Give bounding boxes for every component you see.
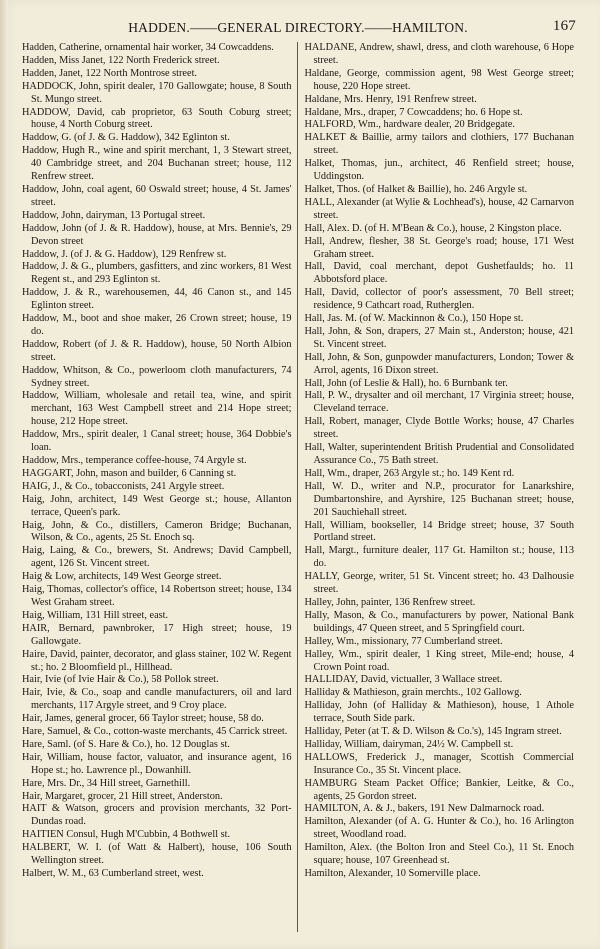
directory-entry: HAIR, Bernard, pawnbroker, 17 High street; house, 19 Gallowgate. [22,622,292,647]
directory-entry: Halbert, W. M., 63 Cumberland street, west. [22,868,204,879]
directory-entry: Haig, Laing, & Co., brewers, St. Andrews; David Campbell, agent, 126 St. Vincent street. [22,545,292,570]
directory-entry: Hamilton, Alex. (the Bolton Iron and Steel Co.), 11 St. Enoch square; house, 107 Greenhead st. [304,842,574,867]
directory-entry: HAITIEN Consul, Hugh M'Cubbin, 4 Bothwell st. [22,829,231,841]
left-column [20,42,294,932]
directory-entry: Halket, Thos. (of Halket & Baillie), ho. 246 Argyle st. [304,183,528,195]
directory-entry: Hall, Jas. M. (of W. Mackinnon & Co.), 150 Hope st. [304,313,524,325]
directory-entry: Hall, David, coal merchant, depot Gushetfaulds; ho. 11 Abbotsford place. [304,261,574,286]
directory-entry: Hall, Wm., draper, 263 Argyle st.; ho. 149 Kent rd. [304,467,515,479]
directory-entry: Hall, W. D., writer and N.P., procurator for Lanarkshire, Dumbartonshire, and Ayrshire, 125 Buchanan street; house, 201 Sauchiehall street. [304,480,574,518]
directory-entry: Haddow, Robert (of J. & R. Haddow), house, 50 North Albion street. [22,338,292,363]
directory-entry: Haddow, G. (of J. & G. Haddow), 342 Eglinton st. [22,132,230,144]
directory-entry: Halley, John, painter, 136 Renfrew street. [304,596,476,608]
directory-entry: Hair, James, general grocer, 66 Taylor street; house, 58 do. [22,713,264,725]
directory-entry: Hall, David, collector of poor's assessment, 70 Bell street; residence, 9 Cathcart road, Rutherglen. [304,287,574,312]
directory-entry: Hall, John, & Son, gunpowder manufacturers, London; Tower & Arrol, agents, 16 Dixon street. [304,351,574,376]
directory-entry: Haddow, John, dairyman, 13 Portugal street. [22,209,206,221]
directory-entry: Haddow, John (of J. & R. Haddow), house, at Mrs. Bennie's, 29 Devon street [22,222,292,247]
directory-entry: Hair, William, house factor, valuator, and insurance agent, 16 Hope st.; ho. Lawrence pl., Dowanhill. [22,751,292,776]
directory-entry: Haig, William, 131 Hill street, east. [22,609,169,621]
directory-entry: Haig, Thomas, collector's office, 14 Robertson street; house, 134 West Graham street. [22,584,292,608]
directory-entry: Haddow, J. & R., warehousemen, 44, 46 Canon st., and 145 Eglinton street. [22,287,292,312]
directory-entry: Halket, Thomas, jun., architect, 46 Renfield street; house, Uddingston. [304,158,574,183]
page-number: 167 [552,18,576,34]
directory-entry: Hall, Alex. D. (of H. M'Bean & Co.), house, 2 Kingston place. [304,222,562,234]
directory-entry: Haddow, Mrs., spirit dealer, 1 Canal street; house, 364 Dobbie's loan. [22,429,292,454]
directory-columns [20,42,576,932]
directory-entry: HADDOW, David, cab proprietor, 63 South Coburg street; house, 4 North Coburg street. [22,106,292,131]
directory-entry: Hally, Mason, & Co., manufacturers by power, National Bank buildings, 47 Queen street, and 5 Springfield court. [304,609,574,634]
directory-entry: HALKET & Baillie, army tailors and clothiers, 177 Buchanan street. [304,132,574,157]
directory-entry: HALFORD, Wm., hardware dealer, 20 Bridgegate. [304,119,515,131]
running-title: HADDEN.——GENERAL DIRECTORY.——HAMILTON. [128,20,468,35]
page-header [20,18,576,40]
directory-entry: Hair, Margaret, grocer, 21 Hill street, Anderston. [22,790,223,802]
directory-entry: Hamilton, Alexander (of A. G. Hunter & Co.), ho. 16 Arlington street, Woodland road. [304,816,574,841]
directory-entry: Halliday, John (of Halliday & Mathieson), house, 1 Athole terrace, South Side park. [304,700,574,725]
directory-entry: Hall, John, & Son, drapers, 27 Main st., Anderston; house, 421 St. Vincent street. [304,325,574,350]
directory-entry: Hair, Ivie, & Co., soap and candle manufacturers, oil and lard merchants, 117 Argyle street, and 9 Croy place. [22,687,292,712]
directory-entry: Haddow, Mrs., temperance coffee-house, 74 Argyle st. [22,455,247,466]
directory-entry: HALLY, George, writer, 51 St. Vincent street; ho. 43 Dalhousie street. [304,571,574,596]
directory-entry: Haire, David, painter, decorator, and glass stainer, 102 W. Regent st.; ho. 2 Bloomfield pl., Hillhead. [22,648,292,673]
directory-entry: Haddow, Hugh R., wine and spirit merchant, 1, 3 Stewart street, 40 Cambridge street, and 204 Buchanan street; house, 112 Renfrew street. [22,145,292,183]
directory-entry: Hare, Saml. (of S. Hare & Co.), ho. 12 Douglas st. [22,738,230,750]
directory-entry: Halliday & Mathieson, grain merchts., 102 Gallowg. [304,687,522,699]
directory-entry: Hall, Robert, manager, Clyde Bottle Works; house, 47 Charles street. [304,416,574,441]
directory-entry: Hair, Ivie (of Ivie Hair & Co.), 58 Pollok street. [22,674,219,686]
directory-entry: Haddow, M., boot and shoe maker, 26 Crown street; house, 19 do. [22,313,292,337]
directory-entry: Haddow, John, coal agent, 60 Oswald street; house, 4 St. James' street. [22,183,292,208]
directory-entry: Hadden, Miss Janet, 122 North Frederick street. [22,54,220,66]
directory-entry: Hare, Samuel, & Co., cotton-waste merchants, 45 Carrick street. [22,726,288,738]
directory-entry: Haig, John, & Co., distillers, Cameron Bridge; Buchanan, Wilson, & Co., agents, 25 St. Enoch sq. [22,519,292,544]
directory-entry: Hadden, Catherine, ornamental hair worker, 34 Cowcaddens. [22,42,274,53]
directory-entry: HALL, Alexander (at Wylie & Lochhead's), house, 42 Carnarvon street. [304,196,574,221]
directory-entry: HAMBURG Steam Packet Office; Bankier, Leitke, & Co., agents, 25 Gordon street. [304,777,574,802]
directory-entry: Haddow, Whitson, & Co., powerloom cloth manufacturers, 74 Sydney street. [22,364,292,389]
column-divider [297,42,298,932]
directory-entry: Hall, P. W., drysalter and oil merchant, 17 Virginia street; house, Cleveland terrace. [304,390,574,415]
directory-entry: Hamilton, Alexander, 10 Somerville place. [304,868,481,879]
directory-entry: Halley, Wm., missionary, 77 Cumberland street. [304,635,503,647]
directory-entry: Hall, John (of Leslie & Hall), ho. 6 Burnbank ter. [304,377,508,389]
directory-entry: HAIG, J., & Co., tobacconists, 241 Argyle street. [22,480,225,492]
directory-entry: Halliday, William, dairyman, 24½ W. Campbell st. [304,738,514,750]
directory-entry: Hall, Andrew, flesher, 38 St. George's road; house, 171 West Graham street. [304,235,574,260]
directory-entry: Hall, Walter, superintendent British Prudential and Consolidated Assurance Co., 75 Bath street. [304,442,574,466]
directory-entry: Halliday, Peter (at T. & D. Wilson & Co.'s), 145 Ingram street. [304,726,562,738]
directory-entry: HAIT & Watson, grocers and provision merchants, 32 Port-Dundas road. [22,803,292,828]
directory-entry: Haig, John, architect, 149 West George st.; house, Allanton terrace, Queen's park. [22,493,292,518]
directory-entry: HAGGART, John, mason and builder, 6 Canning st. [22,467,237,479]
binding-gutter [0,0,8,949]
directory-entry: Hadden, Janet, 122 North Montrose street. [22,67,198,79]
directory-entry: Hare, Mrs. Dr., 34 Hill street, Garnethill. [22,777,191,789]
directory-entry: Hall, Margt., furniture dealer, 117 Gt. Hamilton st.; house, 113 do. [304,545,574,570]
directory-entry: Haldane, Mrs. Henry, 191 Renfrew street. [304,93,477,105]
directory-entry: HALDANE, Andrew, shawl, dress, and cloth warehouse, 6 Hope street. [304,42,574,66]
directory-entry: HALLOWS, Frederick J., manager, Scottish Commercial Insurance Co., 35 St. Vincent place. [304,751,574,776]
directory-entry: Haldane, Mrs., draper, 7 Cowcaddens; ho. 6 Hope st. [304,106,523,118]
directory-entry: Haddow, William, wholesale and retail tea, wine, and spirit merchant, 163 West Campbell street and 214 Hope street; house, 212 Hope street. [22,390,292,428]
directory-entry: Hall, William, bookseller, 14 Bridge street; house, 37 South Portland street. [304,519,574,544]
right-column [301,42,577,932]
directory-entry: Haddow, J. (of J. & G. Haddow), 129 Renfrew st. [22,248,227,260]
directory-entry: Haddow, J. & G., plumbers, gasfitters, and zinc workers, 81 West Regent st., and 293 Eglinton st. [22,261,292,286]
directory-entry: HADDOCK, John, spirit dealer, 170 Gallowgate; house, 8 South St. Mungo street. [22,80,292,105]
directory-entry: HALLIDAY, David, victualler, 3 Wallace street. [304,674,503,686]
directory-entry: HAMILTON, A. & J., bakers, 191 New Dalmarnock road. [304,803,545,815]
directory-entry: Haig & Low, architects, 149 West George street. [22,571,222,583]
directory-entry: HALBERT, W. I. (of Watt & Halbert), house, 106 South Wellington street. [22,842,292,867]
directory-entry: Halley, Wm., spirit dealer, 1 King street, Mile-end; house, 4 Crown Point road. [304,648,574,673]
directory-entry: Haldane, George, commission agent, 98 West George street; house, 220 Hope street. [304,67,574,92]
